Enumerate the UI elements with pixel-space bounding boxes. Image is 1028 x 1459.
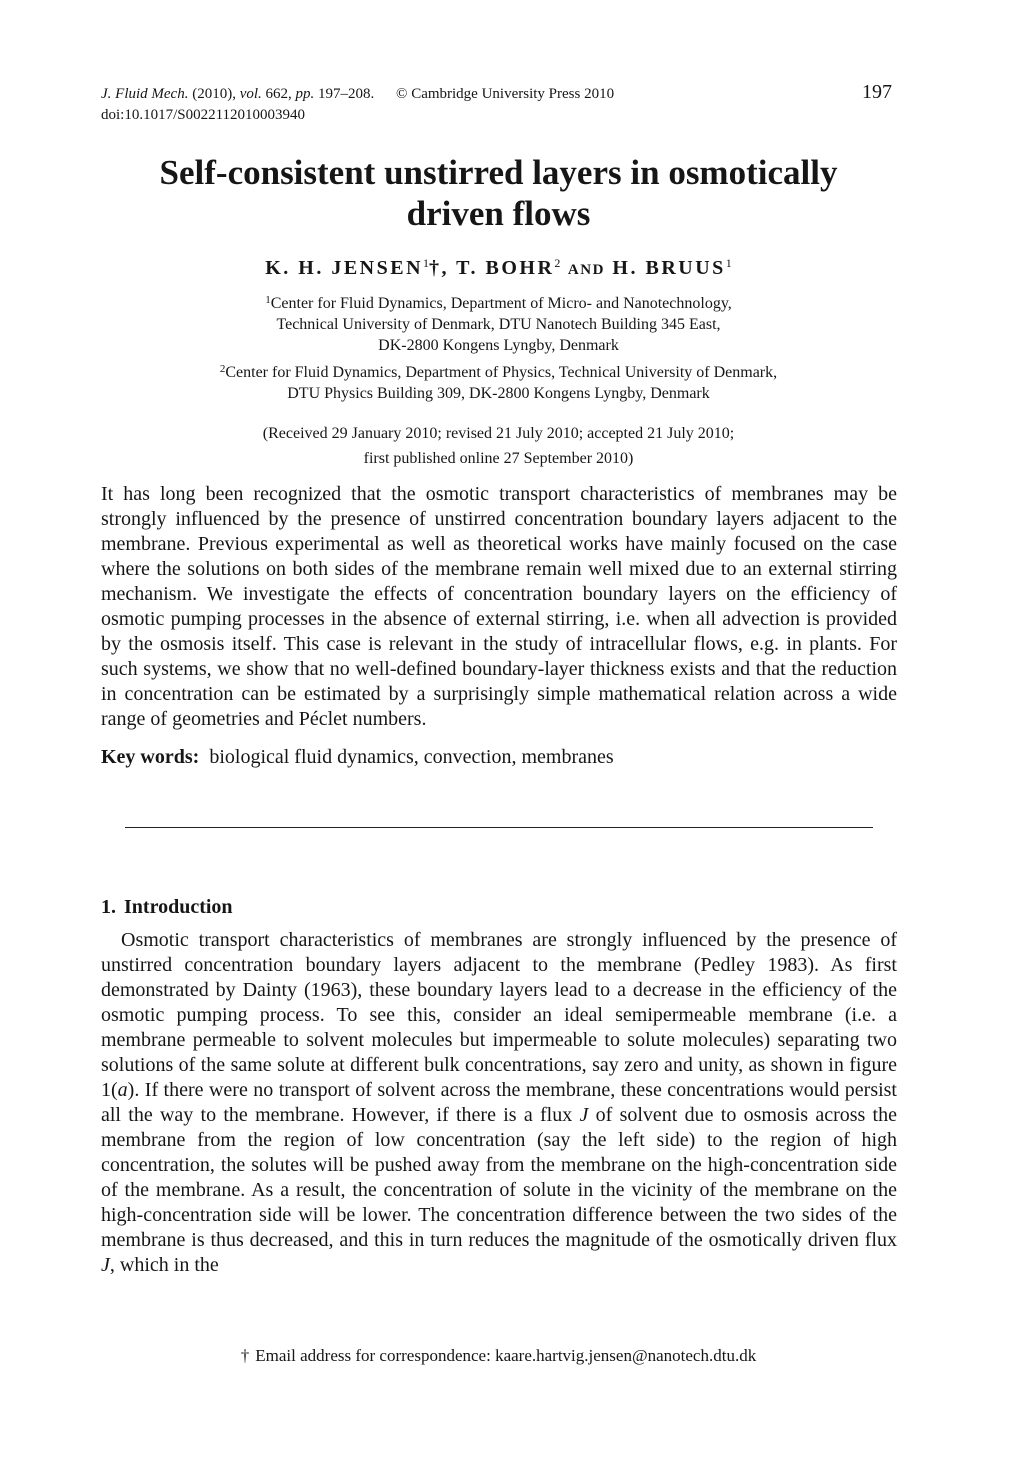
intro-text-3: of solvent due to osmosis across the membrane from the region of low concentration (say the left side) to the region of high concentration, the solutes will be pushed away from the membrane on the high-concentration side of the membrane. As a result, the concentration of solute in the vicinity of the membrane on the high-concentration side will be lower. The concentration difference between the two sides of the membrane is thus decreased, and this in turn reduces the magnitude of the osmotically driven flux [101, 1104, 897, 1251]
author-1: K. H. JENSEN [265, 257, 424, 279]
correspondence-email: Email address for correspondence: kaare.hartvig.jensen@nanotech.dtu.dk [255, 1346, 757, 1365]
intro-paragraph [101, 928, 897, 1278]
volume-label: vol. [239, 86, 262, 102]
affiliation-2-line-1: Center for Fluid Dynamics, Department of Physics, Technical University of Denmark, [225, 364, 778, 381]
author-list [100, 256, 897, 280]
received-dates [100, 421, 897, 471]
title-line-2: driven flows [406, 194, 591, 233]
figure-panel-ref: a [117, 1079, 128, 1101]
pages-label: pp. [295, 86, 315, 102]
section-number: 1. [101, 896, 116, 918]
page-number: 197 [862, 81, 892, 103]
intro-text-4: , which in the [109, 1254, 219, 1276]
author-3: H. BRUUS [612, 257, 726, 279]
author-1-affil: 1 [423, 256, 430, 270]
author-2: T. BOHR [456, 257, 555, 279]
author-conjunction: AND [567, 262, 605, 278]
affiliation-1-line-2: Technical University of Denmark, DTU Nanotech Building 345 East, [276, 316, 721, 333]
journal-year: (2010), [192, 86, 236, 102]
copyright-notice: © Cambridge University Press 2010 [396, 86, 615, 102]
title-line-1: Self-consistent unstirred layers in osmotically [159, 153, 838, 192]
affiliation-1 [100, 290, 897, 356]
footnote [100, 1346, 897, 1366]
citation-line [101, 84, 614, 105]
volume-number: 662, [265, 86, 292, 102]
intro-text-2: ). If there were no transport of solvent across the membrane, these concentrations would persist all the way to the membrane. However, if there is a flux [101, 1079, 897, 1126]
running-header [101, 84, 614, 126]
abstract: It has long been recognized that the osmotic transport characteristics of membranes may be strongly influenced by the presence of unstirred concentration boundary layers adjacent to the membrane. Previous experimental as well as theoretical works have mainly focused on the case where the solutions on both sides of the membrane remain well mixed due to an external stirring mechanism. We investigate the effects of concentration boundary layers on the efficiency of osmotic pumping processes in the absence of external stirring, i.e. when all advection is provided by the osmosis itself. This case is relevant in the study of intracellular flows, e.g. in plants. For such systems, we show that no well-defined boundary-layer thickness exists and that the reduction in concentration can be estimated by a surprisingly simple mathematical relation across a wide range of geometries and Péclet numbers. [101, 483, 897, 730]
section-divider [125, 827, 873, 828]
keywords-label: Key words: [101, 746, 200, 768]
section-title: Introduction [124, 896, 233, 918]
keywords [101, 746, 614, 769]
affiliation-1-line-1: Center for Fluid Dynamics, Department of Micro- and Nanotechnology, [270, 295, 732, 312]
received-line-1: (Received 29 January 2010; revised 21 July 2010; accepted 21 July 2010; [262, 425, 735, 442]
author-2-affil: 2 [554, 256, 561, 270]
affiliation-2-sup: 2 [219, 363, 226, 375]
footnote-dagger: † [240, 1346, 250, 1365]
paper-title [100, 152, 897, 234]
affiliation-2 [100, 359, 897, 404]
author-1-mark: †, [429, 257, 450, 279]
doi: doi:10.1017/S0022112010003940 [101, 107, 306, 123]
journal-name: J. Fluid Mech. [101, 86, 189, 102]
section-heading [101, 896, 233, 919]
author-3-affil: 1 [725, 256, 732, 270]
flux-symbol: J [579, 1104, 589, 1126]
received-line-2: first published online 27 September 2010) [363, 450, 634, 467]
intro-text-1: Osmotic transport characteristics of membranes are strongly influenced by the presence of unstirred concentration boundary layers adjacent to the membrane (Pedley 1983). As first demonstrated by Dainty (1963), these boundary layers lead to a decrease in the efficiency of the osmotic pumping process. To see this, consider an ideal semipermeable membrane (i.e. a membrane permeable to solvent molecules but impermeable to solute molecules) separating two solutions of the same solute at different bulk concentrations, say zero and unity, as shown in figure 1( [101, 929, 897, 1101]
flux-symbol: J [101, 1254, 110, 1276]
keywords-text: biological fluid dynamics, convection, membranes [209, 746, 614, 768]
affiliation-1-line-3: DK-2800 Kongens Lyngby, Denmark [378, 337, 619, 354]
page-range: 197–208. [318, 86, 375, 102]
affiliation-1-sup: 1 [265, 294, 271, 306]
affiliation-2-line-2: DTU Physics Building 309, DK-2800 Kongens Lyngby, Denmark [287, 385, 710, 402]
